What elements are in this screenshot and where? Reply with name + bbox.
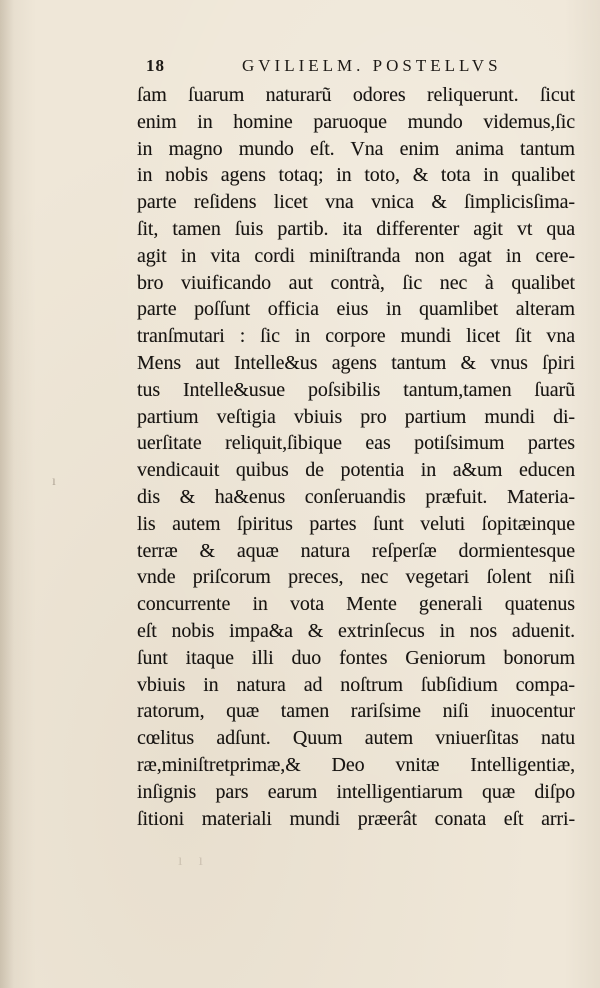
text-line: Mens aut Intelle&us agens tantum & vnus ſpiri <box>137 351 575 374</box>
text-line: eſt nobis impa&a & extrinſecus in nos aduenit. <box>137 619 575 642</box>
text-line: vbiuis in natura ad noſtrum ſubſidium compa- <box>137 673 575 696</box>
text-line: in nobis agens totaq; in toto, & tota in qualibet <box>137 164 575 187</box>
text-line: vendicauit quibus de potentia in a&um educen <box>137 459 575 482</box>
body-text <box>137 82 575 832</box>
text-line: parte reſidens licet vna vnica & ſimplicisſima- <box>137 191 575 214</box>
text-line: tus Intelle&usue poſsibilis tantum,tamen ſuarũ <box>137 378 575 401</box>
text-line: enim in homine paruoque mundo videmus,ſic <box>137 110 575 133</box>
text-line: ſunt itaque illi duo fontes Geniorum bonorum <box>137 646 575 669</box>
text-line: inſignis pars earum intelligentiarum quæ diſpo <box>137 780 575 803</box>
text-line: lis autem ſpiritus partes ſunt veluti ſopitæinque <box>137 512 575 535</box>
text-line: dis & ha&enus conſeruandis præfuit. Materia- <box>137 485 575 508</box>
text-line: tranſmutari : ſic in corpore mundi licet ſit vna <box>137 325 575 348</box>
page-number: 18 <box>146 56 165 75</box>
text-line: ræ,miniſtretprimæ,& Deo vnitæ Intelligentiæ, <box>137 753 575 776</box>
text-line: vnde priſcorum preces, nec vegetari ſolent niſi <box>137 566 575 589</box>
text-line: ſit, tamen ſuis partib. ita differenter agit vt qua <box>137 217 575 240</box>
text-line: parte poſſunt officia eius in quamlibet alteram <box>137 298 575 321</box>
text-line: bro viuificando aut contrà, ſic nec à qualibet <box>137 271 575 294</box>
text-line: ſam ſuarum naturarũ odores reliquerunt. ſicut <box>137 84 575 106</box>
text-line: ſitioni materiali mundi præerât conata eſt arri- <box>137 807 575 830</box>
text-line: ratorum, quæ tamen rariſsime niſi inuocentur <box>137 700 575 723</box>
text-line: concurrente in vota Mente generali quatenus <box>137 593 575 616</box>
page-header <box>146 54 524 78</box>
text-line: agit in vita cordi miniſtranda non agat in cere- <box>137 244 575 267</box>
text-line: partium veſtigia vbiuis pro partium mundi di- <box>137 405 575 428</box>
text-line: uerſitate reliquit,ſibique eas potiſsimum partes <box>137 432 575 455</box>
margin-smudge: ı <box>52 474 56 489</box>
bleed-through-marks: ı ı <box>178 852 209 869</box>
running-head: GVILIELM. POSTELLVS <box>242 56 502 75</box>
text-line: cœlitus adſunt. Quum autem vniuerſitas natu <box>137 727 575 750</box>
page-edge-shadow <box>0 0 14 988</box>
text-line: in magno mundo eſt. Vna enim anima tantum <box>137 137 575 160</box>
text-line: terræ & aquæ natura reſperſæ dormientesque <box>137 539 575 562</box>
